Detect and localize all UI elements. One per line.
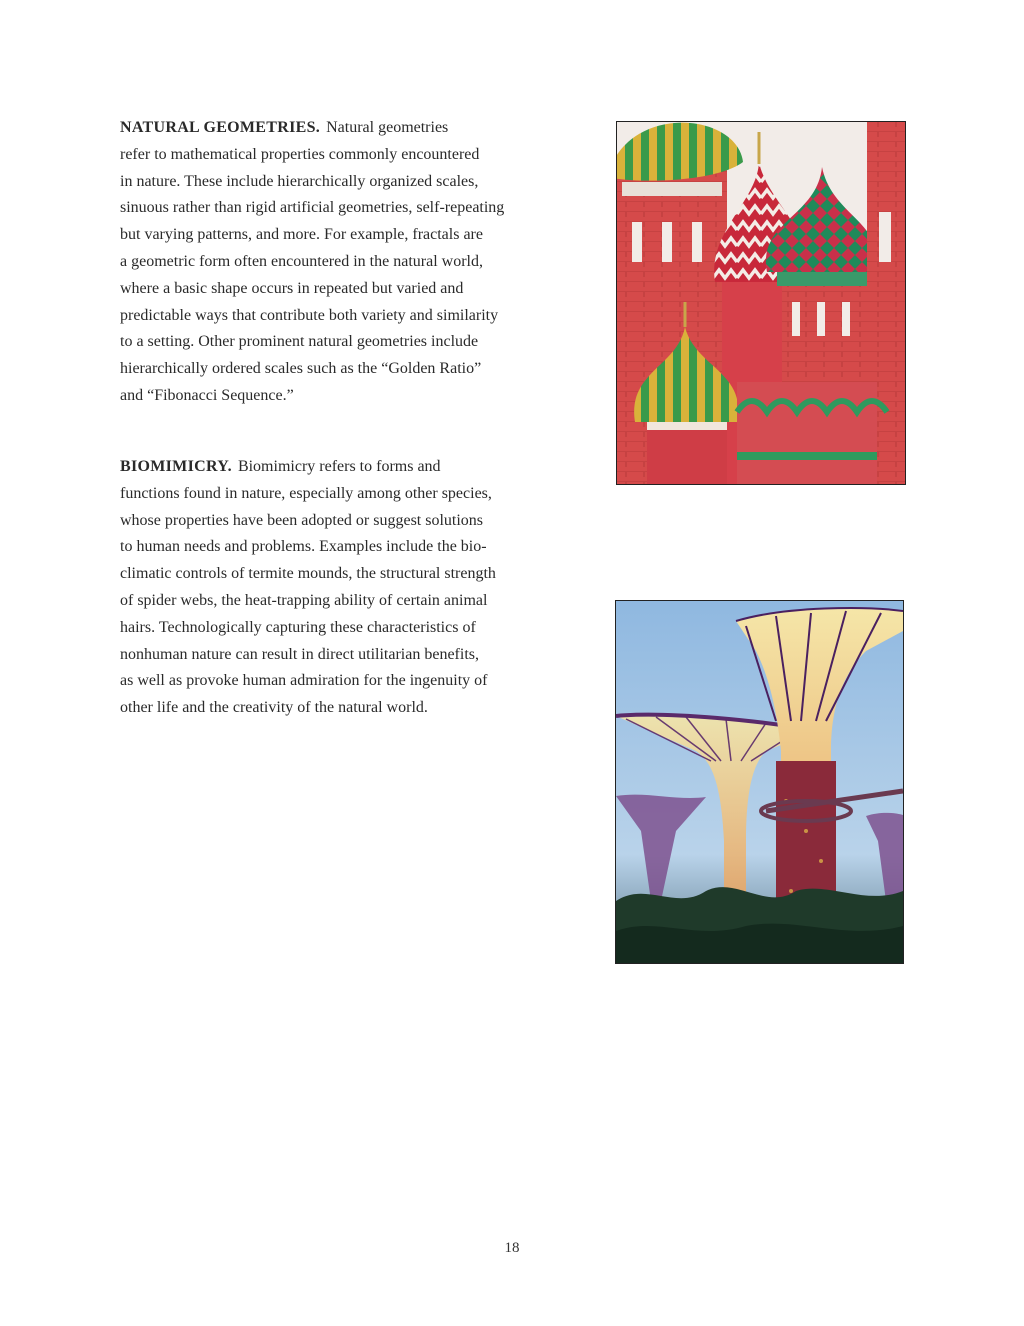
page-number: 18 xyxy=(504,1240,520,1256)
text-line: refer to mathematical properties commonly encountered xyxy=(120,145,480,163)
supertrees-illustration xyxy=(616,601,903,963)
biomimicry-section xyxy=(120,454,550,722)
biomimicry-heading: BIOMIMICRY. xyxy=(120,458,232,475)
text-line: to human needs and problems. Examples include the bio- xyxy=(120,538,487,556)
text-line: other life and the creativity of the natural world. xyxy=(120,699,428,717)
text-line: in nature. These include hierarchically organized scales, xyxy=(120,172,479,190)
text-line: hierarchically ordered scales such as the “Golden Ratio” xyxy=(120,360,482,378)
text-line: nonhuman nature can result in direct utilitarian benefits, xyxy=(120,645,479,663)
text-line: as well as provoke human admiration for the ingenuity of xyxy=(120,672,488,690)
text-line: but varying patterns, and more. For example, fractals are xyxy=(120,226,483,244)
cathedral-domes-illustration xyxy=(617,122,905,484)
natural-geometries-section xyxy=(120,115,550,410)
text-line: sinuous rather than rigid artificial geometries, self-repeating xyxy=(120,199,505,217)
text-line: hairs. Technologically capturing these characteristics of xyxy=(120,618,476,636)
text-line: climatic controls of termite mounds, the structural strength xyxy=(120,565,496,583)
natural-geometries-heading: NATURAL GEOMETRIES. xyxy=(120,119,321,136)
text-line: where a basic shape occurs in repeated but varied and xyxy=(120,279,464,297)
text-line: functions found in nature, especially among other species, xyxy=(120,484,492,502)
natural-geometries-paragraph xyxy=(120,115,550,410)
text-line: and “Fibonacci Sequence.” xyxy=(120,386,294,404)
cathedral-domes-photo xyxy=(616,121,906,485)
text-line: of spider webs, the heat-trapping ability of certain animal xyxy=(120,591,488,609)
text-line: Natural geometries xyxy=(326,119,449,136)
text-line: Biomimicry refers to forms and xyxy=(237,458,441,475)
text-line: whose properties have been adopted or suggest solutions xyxy=(120,511,484,529)
text-line: a geometric form often encountered in the natural world, xyxy=(120,252,483,270)
supertrees-photo xyxy=(615,600,904,964)
biomimicry-paragraph xyxy=(120,454,550,722)
text-line: predictable ways that contribute both variety and similarity xyxy=(120,306,499,324)
text-line: to a setting. Other prominent natural geometries include xyxy=(120,333,479,351)
